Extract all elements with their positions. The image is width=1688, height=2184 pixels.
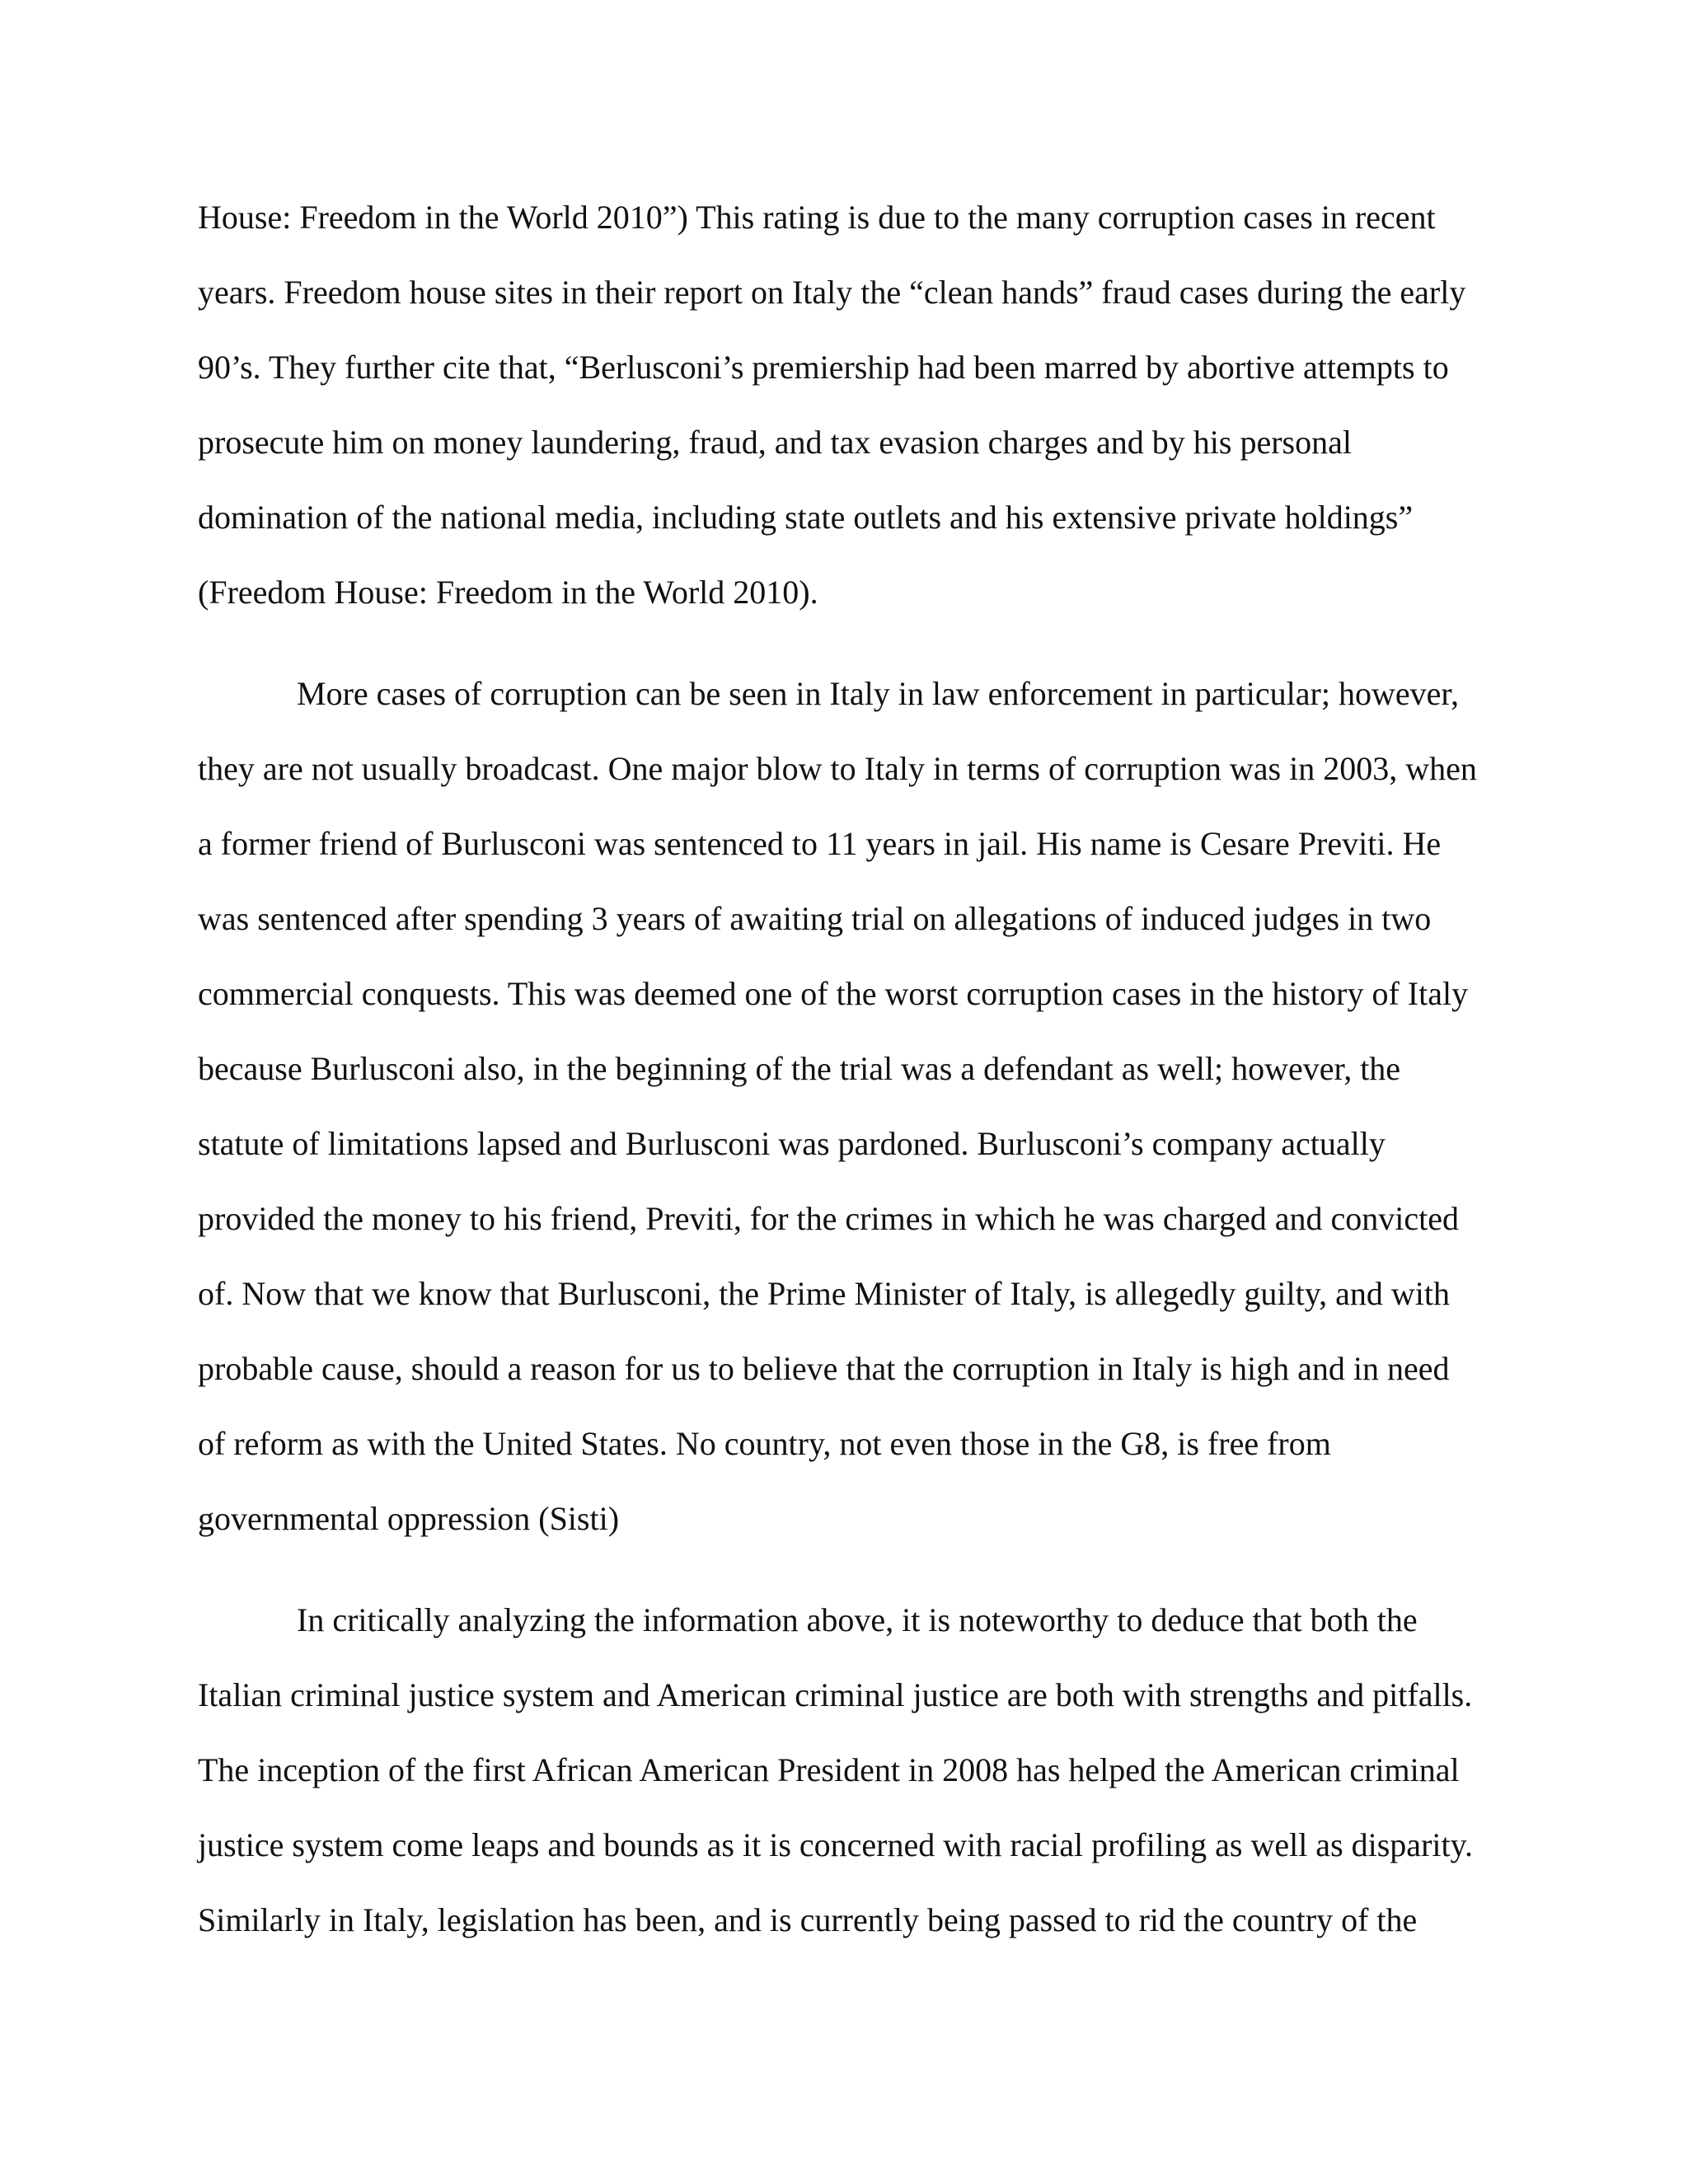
paragraph-3-line: The inception of the first African American President in 2008 has helped the American criminal [198,1751,1460,1788]
paragraph-2-line: commercial conquests. This was deemed one of the worst corruption cases in the history of Italy [198,975,1469,1012]
paragraph-2-line: of. Now that we know that Burlusconi, the Prime Minister of Italy, is allegedly guilty, and with [198,1275,1451,1312]
paragraph-3-line: justice system come leaps and bounds as it is concerned with racial profiling as well as disparity. [198,1826,1474,1863]
paragraph-1-line: House: Freedom in the World 2010”) This rating is due to the many corruption cases in recent [198,199,1436,236]
paragraph-1-line: years. Freedom house sites in their report on Italy the “clean hands” fraud cases during the early [198,274,1466,311]
paragraph-1-line: (Freedom House: Freedom in the World 2010). [198,574,818,611]
paragraph-2-line: probable cause, should a reason for us to believe that the corruption in Italy is high and in need [198,1350,1450,1387]
paragraph-3-line: In critically analyzing the information above, it is noteworthy to deduce that both the [297,1601,1418,1638]
paragraph-3-line: Similarly in Italy, legislation has been, and is currently being passed to rid the country of the [198,1901,1418,1938]
paragraph-2-line: governmental oppression (Sisti) [198,1500,620,1537]
paragraph-1-line: prosecute him on money laundering, fraud, and tax evasion charges and by his personal [198,424,1352,461]
paragraph-1-line: 90’s. They further cite that, “Berlusconi’s premiership had been marred by abortive attempts to [198,349,1449,386]
paragraph-2-line: provided the money to his friend, Previti, for the crimes in which he was charged and convicted [198,1200,1459,1237]
paragraph-2-line: was sentenced after spending 3 years of awaiting trial on allegations of induced judges in two [198,900,1432,937]
paragraph-2-line: they are not usually broadcast. One major blow to Italy in terms of corruption was in 2003, when [198,750,1477,787]
paragraph-2-line: More cases of corruption can be seen in Italy in law enforcement in particular; however, [297,675,1460,712]
paragraph-2-line: a former friend of Burlusconi was sentenced to 11 years in jail. His name is Cesare Previti. He [198,825,1442,862]
paragraph-2-line: of reform as with the United States. No country, not even those in the G8, is free from [198,1425,1331,1462]
paragraph-3-line: Italian criminal justice system and American criminal justice are both with strengths and pitfalls. [198,1676,1473,1713]
paragraph-2-line: because Burlusconi also, in the beginning of the trial was a defendant as well; however, the [198,1050,1401,1087]
paragraph-1-line: domination of the national media, including state outlets and his extensive private holdings” [198,499,1414,536]
paragraph-2-line: statute of limitations lapsed and Burlusconi was pardoned. Burlusconi’s company actually [198,1125,1386,1162]
